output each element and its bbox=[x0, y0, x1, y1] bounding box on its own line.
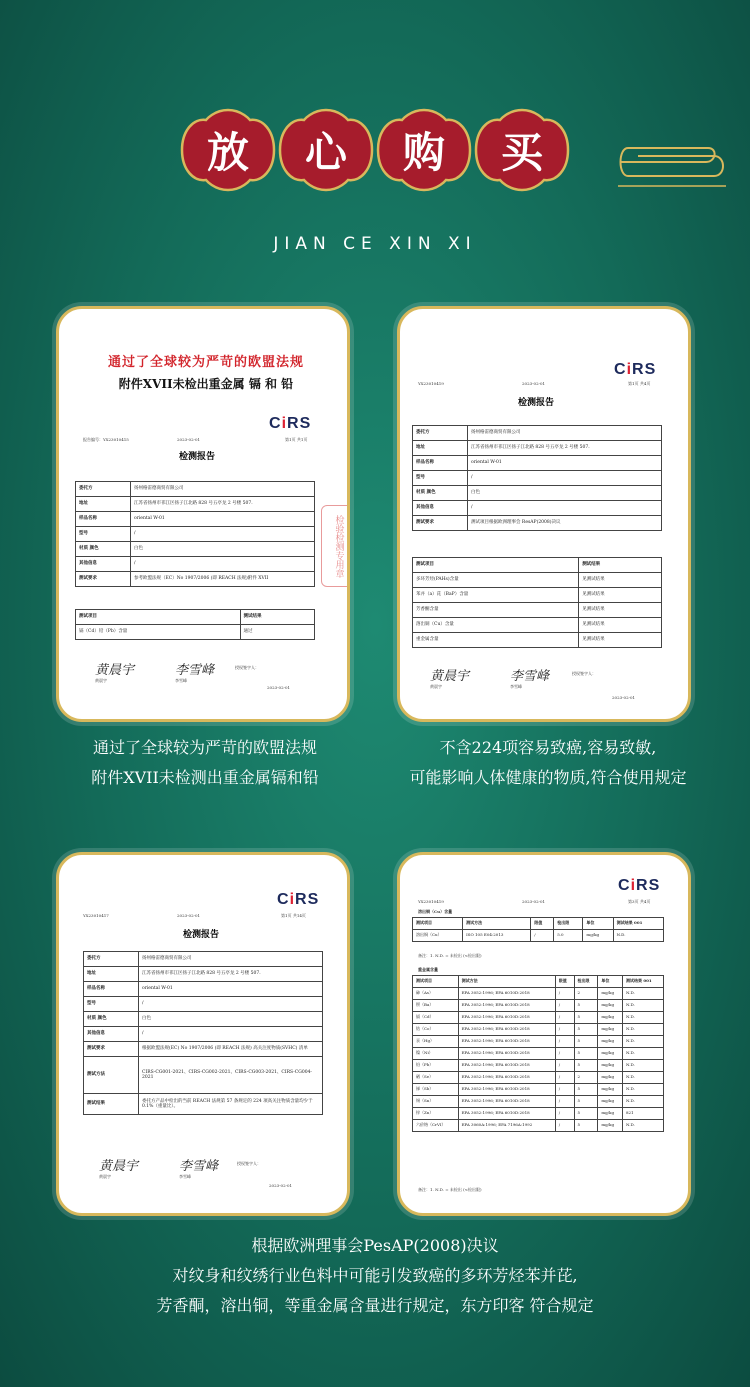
table-row: 其他信息 / bbox=[84, 1027, 323, 1042]
table-row: 型号 / bbox=[84, 997, 323, 1012]
table-row: 汞（Hg） EPA 3052:1996; EPA 6010D:2018 / 5 mg/kg N.D. bbox=[413, 1036, 664, 1048]
table-row: 测试要求 根据欧盟法规(EC) No 1907/2006 (即 REACH 法规) 高关注度物质(SVHC) 清单 bbox=[84, 1042, 323, 1057]
table-row: 样品名称 oriental W-01 bbox=[413, 456, 662, 471]
paperclip-decoration-icon bbox=[618, 140, 728, 194]
card1-result-table bbox=[75, 609, 315, 640]
card1-sign-date: 2023-02-01 bbox=[267, 685, 291, 690]
cirs-logo: CiRS bbox=[269, 415, 312, 432]
table-row: 测试要求 参考欧盟法规（EC）No 1907/2006 (即 REACH 法规)附件 XVII bbox=[76, 572, 315, 587]
cirs-logo: CiRS bbox=[618, 877, 661, 894]
card4-section2: 重金属含量 bbox=[418, 967, 438, 972]
badge-2: 心 bbox=[278, 108, 374, 192]
table-row: 委托方 扬州格雷德商贸有限公司 bbox=[84, 952, 323, 967]
card4-page: 第3页 共4页 bbox=[628, 899, 651, 904]
table-row: 镉（Cd） EPA 3052:1996; EPA 6010D:2018 / 5 mg/kg N.D. bbox=[413, 1012, 664, 1024]
badge-3: 购 bbox=[376, 108, 472, 192]
badge-1: 放 bbox=[180, 108, 276, 192]
card4-metal-table bbox=[412, 975, 664, 1132]
table-row: 材质 颜色 白色 bbox=[413, 486, 662, 501]
card2-signer-2: 李雪峰 李雪峰 bbox=[510, 669, 550, 689]
card3-info-table bbox=[83, 951, 323, 1115]
card1-banner-red: 通过了全球较为严苛的欧盟法规 bbox=[107, 355, 304, 370]
table-row: 钡（Ba） EPA 3052:1996; EPA 6010D:2018 / 5 mg/kg N.D. bbox=[413, 1000, 664, 1012]
table-row: 锑（Sb） EPA 3052:1996; EPA 6010D:2018 / 5 mg/kg N.D. bbox=[413, 1084, 664, 1096]
card2-info-table bbox=[412, 425, 662, 531]
table-row: 硒（Se） EPA 3052:1996; EPA 6010D:2018 / 2 mg/kg N.D. bbox=[413, 1072, 664, 1084]
report-card-2 bbox=[397, 306, 691, 722]
card1-title: 检测报告 bbox=[179, 452, 216, 462]
table-row: 测试项目 测试结果 bbox=[76, 610, 315, 625]
card3-authorized: 授权签字人： bbox=[237, 1161, 261, 1166]
table-row: 材质 颜色 白色 bbox=[76, 542, 315, 557]
table-row: 型号 / bbox=[76, 527, 315, 542]
table-row: 芳香酮含量 见测试结果 bbox=[413, 603, 662, 618]
table-row: 委托方 扬州格雷德商贸有限公司 bbox=[76, 482, 315, 497]
card1-signer-2: 李雪峰 李雪峰 bbox=[175, 663, 215, 683]
report-card-4 bbox=[397, 852, 691, 1216]
card2-result-table bbox=[412, 557, 662, 648]
card2-report-no: YX23010419 bbox=[418, 381, 444, 386]
card4-note2: 备注：1. N.D. = 未检出 (<检出限) bbox=[418, 1187, 482, 1192]
table-row: 钴（Co） EPA 3052:1996; EPA 6010D:2018 / 5 mg/kg N.D. bbox=[413, 1024, 664, 1036]
card3-sign-date: 2023-02-01 bbox=[269, 1183, 293, 1188]
table-row: 镍（Ni） EPA 3052:1996; EPA 6010D:2018 / 5 mg/kg N.D. bbox=[413, 1048, 664, 1060]
card3-title: 检测报告 bbox=[183, 930, 220, 940]
cirs-logo: CiRS bbox=[614, 361, 657, 378]
table-row: 铅（Pb） EPA 3052:1996; EPA 6010D:2018 / 5 mg/kg N.D. bbox=[413, 1060, 664, 1072]
card3-page: 第1页 共14页 bbox=[281, 913, 306, 918]
table-row: 测试方法 CIRS-CG001-2021、CIRS-CG002-2021、CIRS-CG003-2021、CIRS-CG004-2021 bbox=[84, 1057, 323, 1094]
card2-title: 检测报告 bbox=[518, 398, 555, 408]
table-row: 镉（Cd）铅（Pb）含量 通过 bbox=[76, 625, 315, 640]
card2-authorized: 授权签字人： bbox=[572, 671, 596, 676]
table-row: 测试要求 测试项目根据欧洲理事会 ResAP(2008)决议 bbox=[413, 516, 662, 531]
card4-date: 2023-02-01 bbox=[522, 899, 546, 904]
table-row: 溶出铜（Cu） ISO 105 E04:2013 / 5.0 mg/kg N.D. bbox=[413, 930, 664, 942]
card3-report-no: YX23010417 bbox=[83, 913, 109, 918]
caption-1: 通过了全球较为严苛的欧盟法规 附件XVII未检测出重金属镉和铅 bbox=[91, 738, 319, 787]
caption-2: 不含224项容易致癌,容易致敏, 可能影响人体健康的物质,符合使用规定 bbox=[409, 738, 687, 787]
table-row: 其他信息 / bbox=[76, 557, 315, 572]
table-row: 测试项目 测试方法 限值 检出限 单位 测试结果 001 bbox=[413, 976, 664, 988]
table-row: 样品名称 oriental W-01 bbox=[76, 512, 315, 527]
table-row: 锡（Sn） EPA 3052:1996; EPA 6010D:2018 / 5 mg/kg N.D. bbox=[413, 1096, 664, 1108]
table-row: 测试项目 测试方法 限值 检出限 单位 测试结果 001 bbox=[413, 918, 664, 930]
card1-banner-line2: 附件XVII未检出重金属 镉 和 铅 bbox=[118, 377, 294, 391]
card2-page: 第1页 共4页 bbox=[628, 381, 651, 386]
table-row: 六价铬（CrVI） EPA 3060A:1996; EPA 7196A:1992 / 5 mg/kg N.D. bbox=[413, 1120, 664, 1132]
card4-cu-table bbox=[412, 917, 664, 942]
card4-note1: 备注：1. N.D. = 未检出 (<检出限) bbox=[418, 953, 482, 958]
table-row: 重金属含量 见测试结果 bbox=[413, 633, 662, 648]
caption-3: 根据欧洲理事会PesAP(2008)决议 对纹身和纹绣行业色料中可能引发致癌的多环芳烃苯并芘, 芳香酮，溶出铜，等重金属含量进行规定，东方印客 符合规定 bbox=[156, 1236, 594, 1315]
badge-4: 买 bbox=[474, 108, 570, 192]
table-row: 地址 江苏省扬州市邗江区扬子江北路 828 号五亭龙 2 号楼 507. bbox=[76, 497, 315, 512]
card4-section1: 溶出铜（Cu）含量 bbox=[418, 909, 453, 914]
table-row: 溶出铜（Cu）含量 见测试结果 bbox=[413, 618, 662, 633]
card2-date: 2023-02-01 bbox=[522, 381, 546, 386]
report-card-1 bbox=[56, 306, 350, 722]
subtitle: JIAN CE XIN XI bbox=[273, 234, 477, 254]
table-row: 型号 / bbox=[413, 471, 662, 486]
card3-signer-2: 李雪峰 李雪峰 bbox=[179, 1159, 219, 1179]
table-row: 地址 江苏省扬州市邗江区扬子江北路 828 号五亭龙 2 号楼 507. bbox=[413, 441, 662, 456]
table-row: 测试结果 委托方产品中检出的当前 REACH 法规第 57 条规定的 224 项高关注物质含量均少于 0.1%（重量比）。 bbox=[84, 1094, 323, 1115]
card2-signer-1: 黄晨宇 黄晨宇 bbox=[430, 669, 470, 689]
table-row: 委托方 扬州格雷德商贸有限公司 bbox=[413, 426, 662, 441]
card1-authorized: 授权签字人： bbox=[235, 665, 259, 670]
table-row: 砷（As） EPA 3052:1996; EPA 6010D:2018 / 2 mg/kg N.D. bbox=[413, 988, 664, 1000]
card1-signer-1: 黄晨宇 黄晨宇 bbox=[95, 663, 135, 683]
table-row: 地址 江苏省扬州市邗江区扬子江北路 828 号五亭龙 2 号楼 507. bbox=[84, 967, 323, 982]
card3-date: 2023-02-01 bbox=[177, 913, 201, 918]
table-row: 样品名称 oriental W-01 bbox=[84, 982, 323, 997]
card1-page: 第1页 共1页 bbox=[285, 437, 308, 442]
card2-sign-date: 2023-02-01 bbox=[612, 695, 636, 700]
table-row: 其他信息 / bbox=[413, 501, 662, 516]
card1-info-table bbox=[75, 481, 315, 587]
card1-stamp: 检验检测专用章 bbox=[321, 505, 350, 587]
table-row: 材质 颜色 白色 bbox=[84, 1012, 323, 1027]
table-row: 测试项目 测试结果 bbox=[413, 558, 662, 573]
table-row: 多环芳烃(PAHs)含量 见测试结果 bbox=[413, 573, 662, 588]
card3-signer-1: 黄晨宇 黄晨宇 bbox=[99, 1159, 139, 1179]
cirs-logo: CiRS bbox=[277, 891, 320, 908]
card1-date: 2023-02-01 bbox=[177, 437, 201, 442]
table-row: 锌（Zn） EPA 3052:1996; EPA 6010D:2018 / 5 mg/kg 821 bbox=[413, 1108, 664, 1120]
report-card-3 bbox=[56, 852, 350, 1216]
card4-report-no: YX23010419 bbox=[418, 899, 444, 904]
table-row: 苯并（a）芘（BaP）含量 见测试结果 bbox=[413, 588, 662, 603]
card1-report-no: 报告编号：YX23010415 bbox=[83, 437, 129, 442]
